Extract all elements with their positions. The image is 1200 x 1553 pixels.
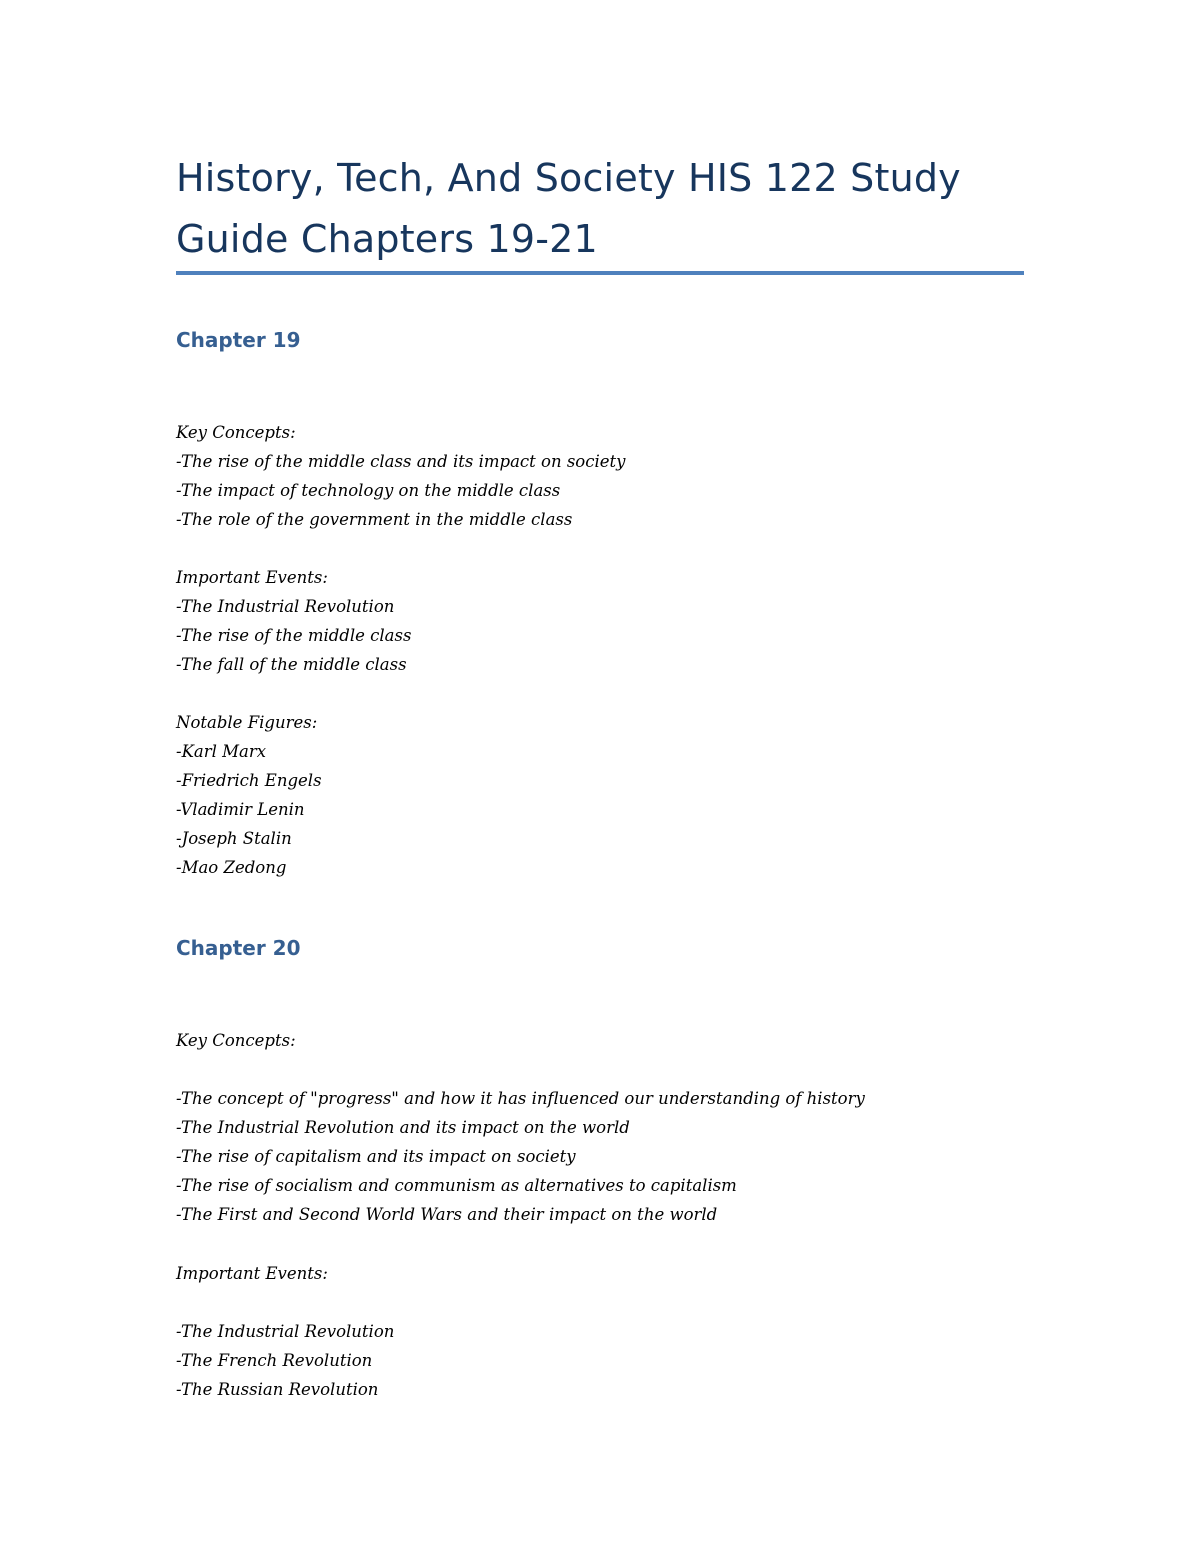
chapter-20-important-events-label: Important Events: <box>176 1264 328 1283</box>
chapter-20-event-item: -The French Revolution <box>176 1351 373 1370</box>
chapter-20-key-concept-item: -The First and Second World Wars and their impact on the world <box>176 1205 718 1224</box>
chapter-19-figure-item: -Mao Zedong <box>176 858 287 877</box>
chapter-19-important-events-label: Important Events: <box>176 568 328 587</box>
chapter-20-key-concept-item: -The rise of capitalism and its impact on society <box>176 1147 576 1166</box>
chapter-19-key-concepts-label: Key Concepts: <box>176 423 296 442</box>
chapter-20-key-concepts-label: Key Concepts: <box>176 1031 296 1050</box>
chapter-19-event-item: -The fall of the middle class <box>176 655 407 674</box>
chapter-19-key-concept-item: -The role of the government in the middle class <box>176 510 573 529</box>
title-underline <box>176 271 1024 275</box>
chapter-20-key-concept-item: -The rise of socialism and communism as alternatives to capitalism <box>176 1176 737 1195</box>
chapter-20-event-item: -The Industrial Revolution <box>176 1322 395 1341</box>
chapter-19-heading: Chapter 19 <box>176 328 301 352</box>
chapter-20-key-concept-item: -The Industrial Revolution and its impact on the world <box>176 1118 630 1137</box>
document-title: History, Tech, And Society HIS 122 Study Guide Chapters 19-21 <box>176 156 961 261</box>
chapter-19-event-item: -The rise of the middle class <box>176 626 412 645</box>
chapter-19-key-concept-item: -The impact of technology on the middle class <box>176 481 561 500</box>
chapter-20-event-item: -The Russian Revolution <box>176 1380 379 1399</box>
chapter-20-heading: Chapter 20 <box>176 936 301 960</box>
chapter-20-key-concept-item: -The concept of "progress" and how it has influenced our understanding of history <box>176 1089 865 1108</box>
chapter-19-notable-figures-label: Notable Figures: <box>176 713 318 732</box>
chapter-19-figure-item: -Vladimir Lenin <box>176 800 305 819</box>
chapter-19-event-item: -The Industrial Revolution <box>176 597 395 616</box>
chapter-19-figure-item: -Joseph Stalin <box>176 829 292 848</box>
chapter-19-key-concept-item: -The rise of the middle class and its impact on society <box>176 452 626 471</box>
chapter-19-figure-item: -Friedrich Engels <box>176 771 322 790</box>
chapter-19-figure-item: -Karl Marx <box>176 742 267 761</box>
